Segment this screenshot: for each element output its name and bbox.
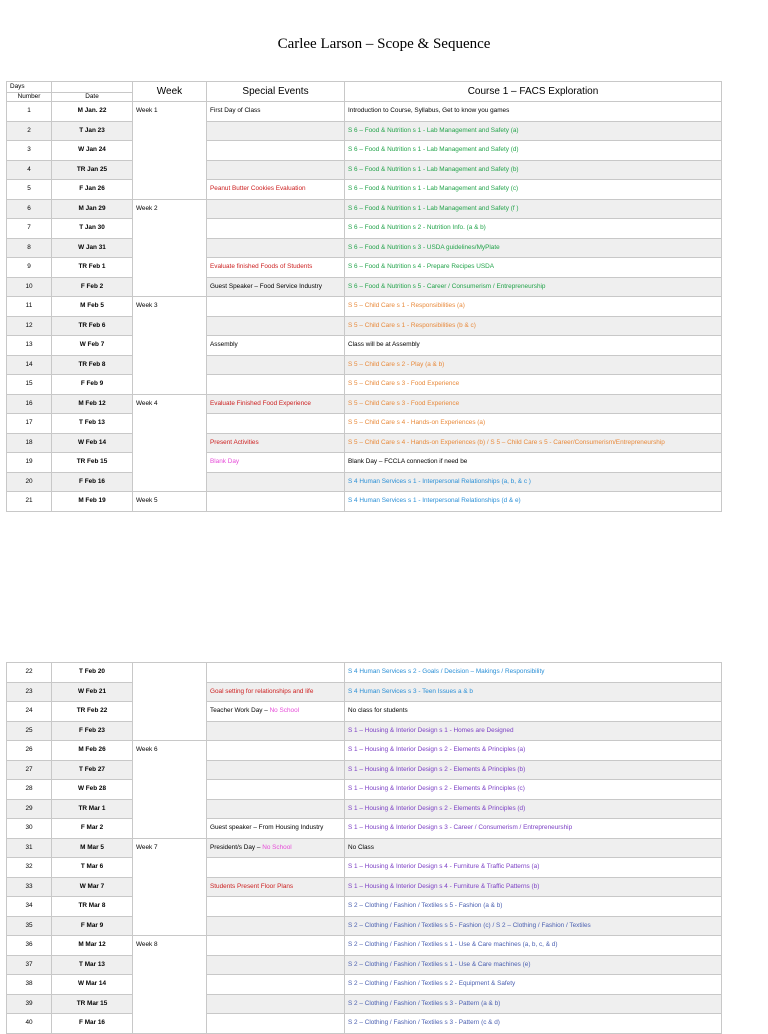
course-topic-cell: S 6 – Food & Nutrition s 2 - Nutrition Info. (a & b)	[345, 219, 722, 239]
day-number: 33	[7, 877, 52, 897]
special-event-cell	[207, 316, 345, 336]
week-cell: Week 3	[133, 297, 207, 395]
special-event-cell	[207, 994, 345, 1014]
course-topic-cell: S 2 – Clothing / Fashion / Textiles s 3 - Pattern (c & d)	[345, 1014, 722, 1034]
special-event-cell	[207, 414, 345, 434]
page-title: Carlee Larson – Scope & Sequence	[277, 36, 491, 52]
table-row	[7, 414, 722, 434]
day-number: 5	[7, 180, 52, 200]
date-cell: TR Jan 25	[52, 160, 133, 180]
date-cell: TR Mar 1	[52, 799, 133, 819]
course-topic-cell: No Class	[345, 838, 722, 858]
table-row	[7, 838, 722, 858]
table-row	[7, 199, 722, 219]
special-event-cell	[207, 760, 345, 780]
day-number: 16	[7, 394, 52, 414]
day-number: 11	[7, 297, 52, 317]
date-cell: T Feb 13	[52, 414, 133, 434]
table-row	[7, 858, 722, 878]
date-cell: F Mar 16	[52, 1014, 133, 1034]
week-cell	[133, 663, 207, 741]
table-row	[7, 780, 722, 800]
day-number: 30	[7, 819, 52, 839]
date-header: Date	[52, 93, 133, 102]
date-cell: M Feb 26	[52, 741, 133, 761]
course-topic-cell: S 2 – Clothing / Fashion / Textiles s 5 - Fashion (c) / S 2 – Clothing / Fashion / Textiles	[345, 916, 722, 936]
week-cell: Week 5	[133, 492, 207, 512]
course-topic-cell: S 5 – Child Care s 3 - Food Experience	[345, 394, 722, 414]
table-row	[7, 472, 722, 492]
day-number: 20	[7, 472, 52, 492]
table-row	[7, 897, 722, 917]
course-topic-cell: S 2 – Clothing / Fashion / Textiles s 2 - Equipment & Safety	[345, 975, 722, 995]
course-topic-cell: Blank Day – FCCLA connection if need be	[345, 453, 722, 473]
date-cell: M Jan 29	[52, 199, 133, 219]
day-number: 14	[7, 355, 52, 375]
week-cell: Week 2	[133, 199, 207, 297]
special-event-cell: Present Activities	[207, 433, 345, 453]
special-event-cell	[207, 219, 345, 239]
day-number: 23	[7, 682, 52, 702]
week-cell: Week 1	[133, 102, 207, 200]
date-cell: M Jan. 22	[52, 102, 133, 122]
date-cell: F Feb 2	[52, 277, 133, 297]
date-cell: T Jan 30	[52, 219, 133, 239]
special-event-cell	[207, 1014, 345, 1034]
special-event-cell	[207, 199, 345, 219]
date-cell: W Mar 14	[52, 975, 133, 995]
course-topic-cell: S 1 – Housing & Interior Design s 2 - Elements & Principles (b)	[345, 760, 722, 780]
special-event-cell: Blank Day	[207, 453, 345, 473]
special-event-cell: Evaluate Finished Food Experience	[207, 394, 345, 414]
special-event-text: Teacher Work Day –	[210, 707, 270, 714]
date-cell: W Jan 24	[52, 141, 133, 161]
date-cell: W Feb 21	[52, 682, 133, 702]
day-number: 4	[7, 160, 52, 180]
table-row	[7, 297, 722, 317]
special-event-cell	[207, 799, 345, 819]
course-topic-cell: S 1 – Housing & Interior Design s 1 - Homes are Designed	[345, 721, 722, 741]
date-cell: T Mar 13	[52, 955, 133, 975]
special-event-cell: Evaluate finished Foods of Students	[207, 258, 345, 278]
date-cell: W Feb 28	[52, 780, 133, 800]
table-row	[7, 238, 722, 258]
course-topic-cell: S 1 – Housing & Interior Design s 2 - Elements & Principles (a)	[345, 741, 722, 761]
day-number: 26	[7, 741, 52, 761]
table-row	[7, 258, 722, 278]
special-event-cell	[207, 897, 345, 917]
day-number: 3	[7, 141, 52, 161]
schedule-table-2	[6, 662, 722, 1034]
day-number: 38	[7, 975, 52, 995]
special-event-cell: Students Present Floor Plans	[207, 877, 345, 897]
table-row	[7, 180, 722, 200]
table-row	[7, 663, 722, 683]
course-topic-cell: S 6 – Food & Nutrition s 1 - Lab Management and Safety (a)	[345, 121, 722, 141]
course-topic-cell: S 5 – Child Care s 4 - Hands-on Experiences (b) / S 5 – Child Care s 5 - Career/Consumerism/Entrepreneurship	[345, 433, 722, 453]
day-number: 8	[7, 238, 52, 258]
course-topic-cell: S 5 – Child Care s 3 - Food Experience	[345, 375, 722, 395]
no-school-label: No School	[262, 843, 292, 851]
table-row	[7, 141, 722, 161]
day-number: 34	[7, 897, 52, 917]
special-event-cell	[207, 721, 345, 741]
date-cell: M Feb 19	[52, 492, 133, 512]
day-number: 37	[7, 955, 52, 975]
course-topic-cell: S 1 – Housing & Interior Design s 3 - Career / Consumerism / Entrepreneurship	[345, 819, 722, 839]
date-cell: F Mar 2	[52, 819, 133, 839]
course-topic-cell: S 6 – Food & Nutrition s 1 - Lab Management and Safety (b)	[345, 160, 722, 180]
special-event-cell: Assembly	[207, 336, 345, 356]
table-row	[7, 121, 722, 141]
day-number: 10	[7, 277, 52, 297]
date-cell: TR Feb 1	[52, 258, 133, 278]
date-cell: TR Mar 8	[52, 897, 133, 917]
special-event-cell	[207, 936, 345, 956]
week-cell: Week 4	[133, 394, 207, 492]
table-row	[7, 316, 722, 336]
date-cell: T Jan 23	[52, 121, 133, 141]
course-topic-cell: S 1 – Housing & Interior Design s 4 - Furniture & Traffic Patterns (b)	[345, 877, 722, 897]
special-event-cell	[207, 702, 345, 722]
date-cell: TR Feb 15	[52, 453, 133, 473]
table-row	[7, 916, 722, 936]
course-topic-cell: S 5 – Child Care s 1 - Responsibilities (b & c)	[345, 316, 722, 336]
course-topic-cell: S 6 – Food & Nutrition s 4 - Prepare Recipes USDA	[345, 258, 722, 278]
course-topic-cell: S 1 – Housing & Interior Design s 4 - Furniture & Traffic Patterns (a)	[345, 858, 722, 878]
date-cell: M Feb 5	[52, 297, 133, 317]
day-number: 19	[7, 453, 52, 473]
date-cell: TR Feb 22	[52, 702, 133, 722]
course-topic-cell: S 4 Human Services s 2 - Goals / Decision – Makings / Responsibility	[345, 663, 722, 683]
table-row	[7, 375, 722, 395]
special-event-cell	[207, 375, 345, 395]
special-event-cell: Guest speaker – From Housing Industry	[207, 819, 345, 839]
table-row	[7, 102, 722, 122]
table-row	[7, 741, 722, 761]
course-topic-cell: S 2 – Clothing / Fashion / Textiles s 3 - Pattern (a & b)	[345, 994, 722, 1014]
day-number: 36	[7, 936, 52, 956]
day-number: 6	[7, 199, 52, 219]
week-cell: Week 6	[133, 741, 207, 839]
table-row	[7, 877, 722, 897]
table-row	[7, 955, 722, 975]
week-cell: Week 8	[133, 936, 207, 1034]
date-cell: M Mar 5	[52, 838, 133, 858]
date-cell: W Jan 31	[52, 238, 133, 258]
table-row	[7, 336, 722, 356]
number-header: Number	[7, 93, 52, 102]
course-topic-cell: S 6 – Food & Nutrition s 1 - Lab Management and Safety (d)	[345, 141, 722, 161]
special-event-cell	[207, 297, 345, 317]
table-row	[7, 682, 722, 702]
date-cell: F Feb 9	[52, 375, 133, 395]
day-number: 1	[7, 102, 52, 122]
special-event-cell: Peanut Butter Cookies Evaluation	[207, 180, 345, 200]
table-row	[7, 492, 722, 512]
special-event-text: President/s Day –	[210, 843, 263, 851]
table-row	[7, 994, 722, 1014]
date-cell: W Feb 7	[52, 336, 133, 356]
day-number: 18	[7, 433, 52, 453]
special-event-cell	[207, 838, 345, 858]
date-cell: F Mar 9	[52, 916, 133, 936]
table-row	[7, 819, 722, 839]
day-number: 15	[7, 375, 52, 395]
day-number: 9	[7, 258, 52, 278]
day-number: 2	[7, 121, 52, 141]
day-number: 27	[7, 760, 52, 780]
day-number: 17	[7, 414, 52, 434]
day-number: 12	[7, 316, 52, 336]
date-cell: F Feb 16	[52, 472, 133, 492]
date-cell: W Feb 14	[52, 433, 133, 453]
special-event-cell	[207, 858, 345, 878]
day-number: 40	[7, 1014, 52, 1034]
course-topic-cell: Class will be at Assembly	[345, 336, 722, 356]
special-event-cell	[207, 975, 345, 995]
course-topic-cell: S 6 – Food & Nutrition s 3 - USDA guidelines/MyPlate	[345, 238, 722, 258]
schedule-table-1	[6, 81, 722, 512]
course-topic-cell: S 2 – Clothing / Fashion / Textiles s 1 - Use & Care machines (a, b, c, & d)	[345, 936, 722, 956]
table-row	[7, 799, 722, 819]
course-topic-cell: S 5 – Child Care s 1 - Responsibilities (a)	[345, 297, 722, 317]
table-row	[7, 433, 722, 453]
course-topic-cell: S 6 – Food & Nutrition s 1 - Lab Management and Safety (f )	[345, 199, 722, 219]
special-event-cell	[207, 355, 345, 375]
special-event-cell	[207, 121, 345, 141]
special-event-cell	[207, 238, 345, 258]
course-header: Course 1 – FACS Exploration	[345, 82, 722, 102]
day-number: 24	[7, 702, 52, 722]
date-cell: TR Feb 8	[52, 355, 133, 375]
special-event-cell	[207, 741, 345, 761]
day-number: 22	[7, 663, 52, 683]
special-event-cell	[207, 141, 345, 161]
course-topic-cell: S 2 – Clothing / Fashion / Textiles s 5 - Fashion (a & b)	[345, 897, 722, 917]
day-number: 32	[7, 858, 52, 878]
course-topic-cell: S 4 Human Services s 3 - Teen Issues a & b	[345, 682, 722, 702]
date-cell: F Jan 26	[52, 180, 133, 200]
course-topic-cell: S 2 – Clothing / Fashion / Textiles s 1 - Use & Care machines (e)	[345, 955, 722, 975]
day-number: 35	[7, 916, 52, 936]
table-row	[7, 394, 722, 414]
course-topic-cell: S 4 Human Services s 1 - Interpersonal Relationships (a, b, & c )	[345, 472, 722, 492]
date-cell: T Feb 20	[52, 663, 133, 683]
day-number: 28	[7, 780, 52, 800]
week-header: Week	[133, 82, 207, 102]
special-event-cell: Guest Speaker – Food Service Industry	[207, 277, 345, 297]
week-cell: Week 7	[133, 838, 207, 936]
date-cell: W Mar 7	[52, 877, 133, 897]
course-topic-cell: S 1 – Housing & Interior Design s 2 - Elements & Principles (c)	[345, 780, 722, 800]
course-topic-cell: S 5 – Child Care s 4 - Hands-on Experiences (a)	[345, 414, 722, 434]
table-row	[7, 277, 722, 297]
date-cell: F Feb 23	[52, 721, 133, 741]
course-topic-cell: S 6 – Food & Nutrition s 5 - Career / Consumerism / Entrepreneurship	[345, 277, 722, 297]
course-topic-cell: S 4 Human Services s 1 - Interpersonal Relationships (d & e)	[345, 492, 722, 512]
table-row	[7, 936, 722, 956]
special-event-cell	[207, 916, 345, 936]
table-row	[7, 760, 722, 780]
date-cell: T Feb 27	[52, 760, 133, 780]
no-school-label: No School	[269, 707, 300, 714]
special-event-cell	[207, 160, 345, 180]
day-number: 29	[7, 799, 52, 819]
special-event-cell	[207, 955, 345, 975]
special-event-cell	[207, 492, 345, 512]
course-topic-cell: S 1 – Housing & Interior Design s 2 - Elements & Principles (d)	[345, 799, 722, 819]
course-topic-cell: S 5 – Child Care s 2 - Play (a & b)	[345, 355, 722, 375]
special-event-cell: First Day of Class	[207, 102, 345, 122]
special-event-cell	[207, 663, 345, 683]
table-row	[7, 702, 722, 722]
day-number: 31	[7, 838, 52, 858]
table-row	[7, 219, 722, 239]
course-topic-cell: No class for students	[345, 702, 722, 722]
table-row	[7, 1014, 722, 1034]
table-row	[7, 975, 722, 995]
days-header: Days	[7, 82, 52, 93]
day-number: 7	[7, 219, 52, 239]
table-row	[7, 355, 722, 375]
day-number: 13	[7, 336, 52, 356]
special-event-cell: Goal setting for relationships and life	[207, 682, 345, 702]
table-row	[7, 453, 722, 473]
date-cell: TR Mar 15	[52, 994, 133, 1014]
special-event-cell	[207, 472, 345, 492]
day-number: 39	[7, 994, 52, 1014]
day-number: 25	[7, 721, 52, 741]
date-cell: T Mar 6	[52, 858, 133, 878]
events-header: Special Events	[207, 82, 345, 102]
date-cell: M Mar 12	[52, 936, 133, 956]
course-topic-cell: Introduction to Course, Syllabus, Get to know you games	[345, 102, 722, 122]
special-event-cell	[207, 780, 345, 800]
table-row	[7, 721, 722, 741]
course-topic-cell: S 6 – Food & Nutrition s 1 - Lab Management and Safety (c)	[345, 180, 722, 200]
day-number: 21	[7, 492, 52, 512]
date-cell: M Feb 12	[52, 394, 133, 414]
date-cell: TR Feb 6	[52, 316, 133, 336]
table-row	[7, 160, 722, 180]
